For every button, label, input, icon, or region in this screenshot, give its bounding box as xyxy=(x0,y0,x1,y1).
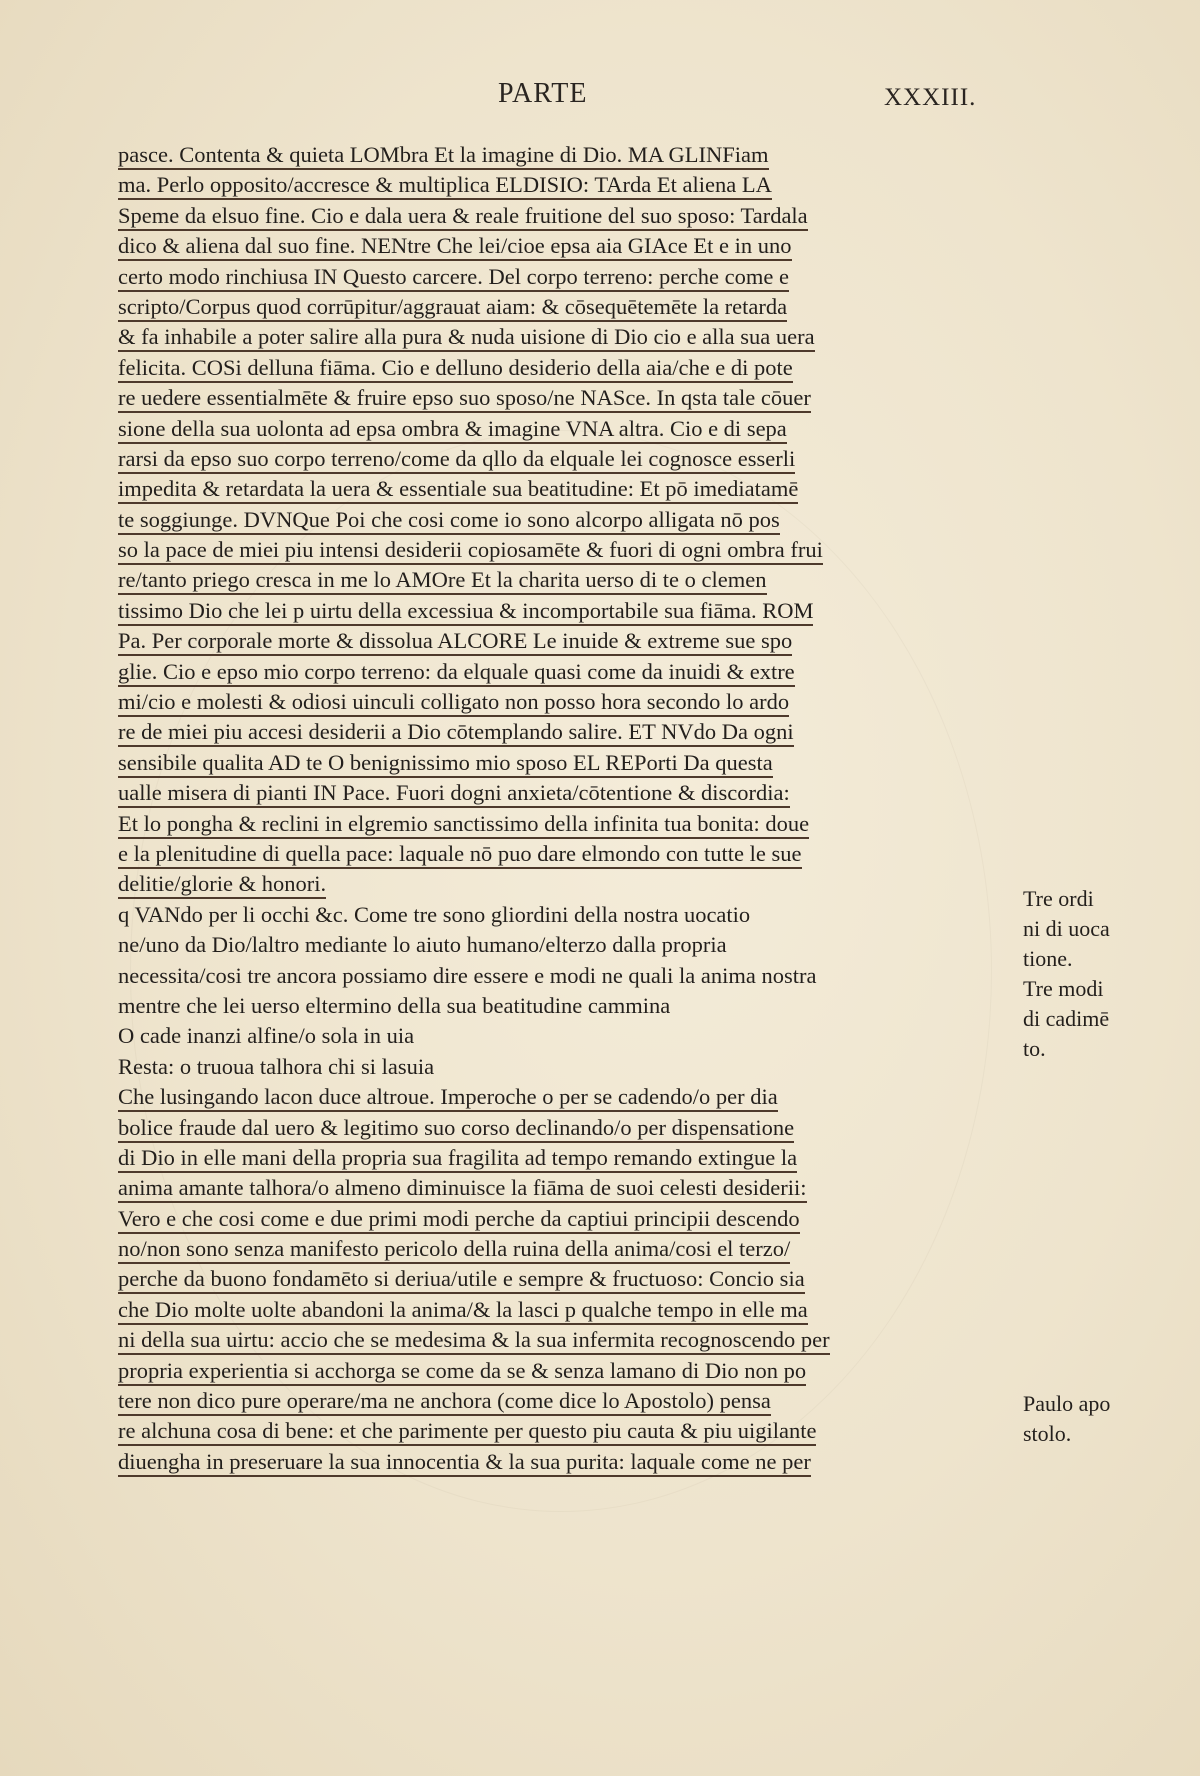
text-line-content: delitie/glorie & honori. xyxy=(118,871,326,899)
text-line xyxy=(118,1295,1013,1325)
text-line-content: re de miei piu accesi desiderii a Dio cōtemplando salire. ET NVdo Da ogni xyxy=(118,719,794,747)
text-line xyxy=(118,140,1013,170)
margin-note-line: to. xyxy=(1023,1036,1046,1061)
text-line xyxy=(118,1052,1013,1082)
text-line-content: tere non dico pure operare/ma ne anchora (come dice lo Apostolo) pensa xyxy=(118,1388,771,1416)
text-line-content: no/non sono senza manifesto pericolo della ruina della anima/cosi el terzo/ xyxy=(118,1236,790,1264)
text-line-content: glie. Cio e epso mio corpo terreno: da elquale quasi come da inuidi & extre xyxy=(118,659,795,687)
text-line xyxy=(118,383,1013,413)
text-line xyxy=(118,1386,1013,1416)
text-line xyxy=(118,1082,1013,1112)
text-line xyxy=(118,839,1013,869)
text-line xyxy=(118,444,1013,474)
text-line-content: necessita/cosi tre ancora possiamo dire essere e modi ne quali la anima nostra xyxy=(118,962,817,988)
text-line xyxy=(118,201,1013,231)
text-line-content: che Dio molte uolte abandoni la anima/& la lasci p qualche tempo in elle ma xyxy=(118,1297,808,1325)
text-line xyxy=(118,292,1013,322)
text-line xyxy=(118,474,1013,504)
margin-note-line: di cadimē xyxy=(1023,1006,1110,1031)
text-line xyxy=(118,778,1013,808)
text-line xyxy=(118,1264,1013,1294)
text-line-content: dico & aliena dal suo fine. NENtre Che lei/cioe epsa aia GIAce Et e in uno xyxy=(118,233,792,261)
text-line xyxy=(118,414,1013,444)
text-line-content: bolice fraude dal uero & legitimo suo corso declinando/o per dispensatione xyxy=(118,1115,794,1143)
margin-note-line: ni di uoca xyxy=(1023,916,1110,941)
text-line-content: re uedere essentialmēte & fruire epso suo sposo/ne NASce. In qsta tale cōuer xyxy=(118,385,811,413)
text-line-content: Et lo pongha & reclini in elgremio sanctissimo della infinita tua bonita: doue xyxy=(118,811,809,839)
text-line-content: ne/uno da Dio/laltro mediante lo aiuto humano/elterzo dalla propria xyxy=(118,932,727,958)
text-line-content: & fa inhabile a poter salire alla pura & nuda uisione di Dio cio e alla sua uera xyxy=(118,324,815,352)
main-text-block xyxy=(118,140,1013,1477)
text-line-content: sione della sua uolonta ad epsa ombra & imagine VNA altra. Cio e di sepa xyxy=(118,416,787,444)
text-line-content: Resta: o truoua talhora chi si lasuia xyxy=(118,1053,435,1079)
text-line xyxy=(118,748,1013,778)
folio-number: XXXIII. xyxy=(884,84,977,111)
text-line-content: mentre che lei uerso eltermino della sua beatitudine cammina xyxy=(118,992,671,1018)
text-line-content: anima amante talhora/o almeno diminuisce la fiāma de suoi celesti desiderii: xyxy=(118,1175,807,1203)
text-line xyxy=(118,869,1013,899)
text-line-content: e la plenitudine di quella pace: laquale nō puo dare elmondo con tutte le sue xyxy=(118,841,802,869)
text-line xyxy=(118,1234,1013,1264)
text-line xyxy=(118,322,1013,352)
text-line-content: perche da buono fondamēto si deriua/utile e sempre & fructuoso: Concio sia xyxy=(118,1266,805,1294)
margin-note-line: Paulo apo xyxy=(1023,1391,1111,1416)
text-line-content: ni della sua uirtu: accio che se medesima & la sua infermita recognoscendo per xyxy=(118,1327,830,1355)
text-line xyxy=(118,565,1013,595)
text-line xyxy=(118,535,1013,565)
margin-note-line: Tre ordi xyxy=(1023,886,1094,911)
text-line xyxy=(118,231,1013,261)
text-line xyxy=(118,991,1013,1021)
text-line xyxy=(118,353,1013,383)
margin-note-line: stolo. xyxy=(1023,1421,1072,1446)
margin-note-line: Tre modi xyxy=(1023,976,1104,1001)
text-line xyxy=(118,1356,1013,1386)
text-line xyxy=(118,505,1013,535)
text-line xyxy=(118,1173,1013,1203)
text-line xyxy=(118,657,1013,687)
text-line-content: Speme da elsuo fine. Cio e dala uera & reale fruitione del suo sposo: Tardala xyxy=(118,203,808,231)
text-line xyxy=(118,900,1013,930)
text-line-content: re/tanto priego cresca in me lo AMOre Et la charita uerso di te o clemen xyxy=(118,567,767,595)
text-line-content: te soggiunge. DVNQue Poi che cosi come io sono alcorpo alligata nō pos xyxy=(118,507,780,535)
margin-notes xyxy=(1023,884,1173,1449)
text-line-content: di Dio in elle mani della propria sua fragilita ad tempo remando extingue la xyxy=(118,1145,797,1173)
text-line xyxy=(118,961,1013,991)
text-line-content: certo modo rinchiusa IN Questo carcere. Del corpo terreno: perche come e xyxy=(118,264,789,292)
text-line-content: felicita. COSi delluna fiāma. Cio e delluno desiderio della aia/che e di pote xyxy=(118,355,793,383)
text-line-content: mi/cio e molesti & odiosi uinculi colligato non posso hora secondo lo ardo xyxy=(118,689,789,717)
text-line xyxy=(118,626,1013,656)
text-line-content: propria experientia si acchorga se come da se & senza lamano di Dio non po xyxy=(118,1358,806,1386)
text-line xyxy=(118,1325,1013,1355)
text-line-content: Pa. Per corporale morte & dissolua ALCORE Le inuide & extreme sue spo xyxy=(118,628,792,656)
margin-spacer xyxy=(1023,1064,1173,1389)
text-line-content: pasce. Contenta & quieta LOMbra Et la imagine di Dio. MA GLINFiam xyxy=(118,142,769,170)
text-line-content: q VANdo per li occhi &c. Come tre sono gliordini della nostra uocatio xyxy=(118,901,751,927)
text-line xyxy=(118,1113,1013,1143)
text-line xyxy=(118,596,1013,626)
text-line-content: impedita & retardata la uera & essentiale sua beatitudine: Et pō imediatamē xyxy=(118,476,798,504)
text-line-content: re alchuna cosa di bene: et che parimente per questo piu cauta & piu uigilante xyxy=(118,1418,816,1446)
text-line-content: sensibile qualita AD te O benignissimo mio sposo EL REPorti Da questa xyxy=(118,750,773,778)
text-line xyxy=(118,262,1013,292)
text-line-content: tissimo Dio che lei p uirtu della excessiua & incomportabile sua fiāma. ROM xyxy=(118,598,813,626)
text-line-content: Che lusingando lacon duce altroue. Imperoche o per se cadendo/o per dia xyxy=(118,1084,778,1112)
text-line-content: ma. Perlo opposito/accresce & multiplica ELDISIO: TArda Et aliena LA xyxy=(118,172,772,200)
text-line-content: so la pace de miei piu intensi desiderii copiosamēte & fuori di ogni ombra frui xyxy=(118,537,823,565)
text-line xyxy=(118,687,1013,717)
text-line-content: diuengha in preseruare la sua innocentia & la sua purita: laquale come ne per xyxy=(118,1449,811,1477)
text-line-content: rarsi da epso suo corpo terreno/come da qllo da elquale lei cognosce esserli xyxy=(118,446,795,474)
running-head: PARTE xyxy=(498,78,588,109)
margin-note-line: tione. xyxy=(1023,946,1073,971)
text-line xyxy=(118,1021,1013,1051)
text-line xyxy=(118,1416,1013,1446)
text-line xyxy=(118,1204,1013,1234)
text-line xyxy=(118,1143,1013,1173)
text-line-content: ualle misera di pianti IN Pace. Fuori dogni anxieta/cōtentione & discordia: xyxy=(118,780,790,808)
text-line xyxy=(118,1447,1013,1477)
text-line-content: Vero e che cosi come e due primi modi perche da captiui principii descendo xyxy=(118,1206,800,1234)
text-line xyxy=(118,809,1013,839)
text-line xyxy=(118,170,1013,200)
text-line xyxy=(118,930,1013,960)
text-line xyxy=(118,717,1013,747)
text-line-content: O cade inanzi alfine/o sola in uia xyxy=(118,1023,415,1049)
text-line-content: scripto/Corpus quod corrūpitur/aggrauat aiam: & cōsequētemēte la retarda xyxy=(118,294,787,322)
